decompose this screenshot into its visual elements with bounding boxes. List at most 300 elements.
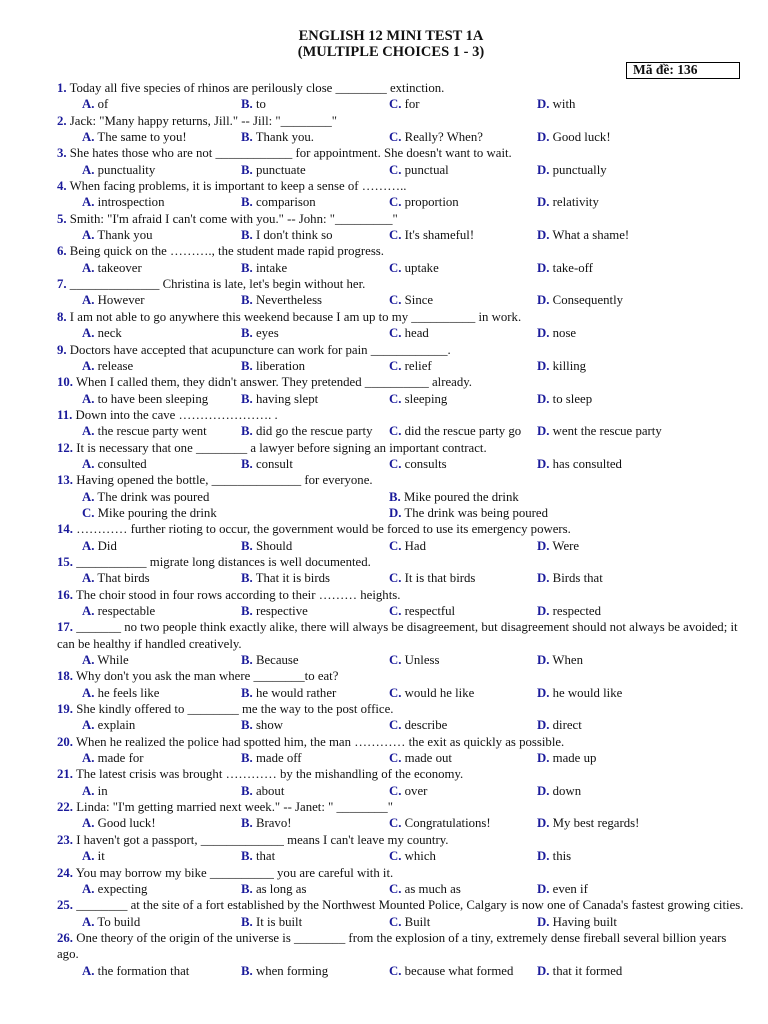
answer-option[interactable] [537,162,607,178]
question-stem [0,178,768,194]
option-text: the formation that [94,963,190,978]
question-stem [0,701,768,717]
answer-option[interactable] [389,848,436,864]
question-item [0,113,768,146]
option-letter: D. [537,718,550,733]
answer-option[interactable] [537,96,575,112]
answer-option[interactable] [241,603,308,619]
answer-option[interactable] [389,162,449,178]
question-stem [0,342,768,358]
option-letter: D. [537,326,550,341]
answer-options [0,963,768,979]
option-letter: D. [537,653,550,668]
answer-option[interactable] [241,538,292,554]
option-letter: D. [537,849,550,864]
answer-option[interactable] [389,815,491,831]
option-text: Nevertheless [252,293,323,308]
option-text: this [549,849,572,864]
answer-option[interactable] [241,423,373,439]
answer-option[interactable] [537,783,581,799]
option-letter: B. [241,881,253,896]
option-text: he feels like [94,685,160,700]
option-text: that [252,849,276,864]
question-text: ___________ migrate long distances is well documented. [73,554,371,569]
question-item [0,619,768,668]
answer-option[interactable] [389,914,430,930]
answer-option[interactable] [241,391,318,407]
option-letter: B. [241,293,253,308]
answer-option[interactable] [389,652,440,668]
page-header [0,28,768,60]
option-letter: C. [389,456,402,471]
option-letter: B. [241,326,253,341]
option-text: punctual [401,162,449,177]
question-item [0,440,768,473]
answer-option[interactable] [537,391,592,407]
option-letter: C. [389,538,402,553]
answer-option[interactable] [241,914,302,930]
option-letter: B. [241,456,253,471]
option-text: relief [401,358,432,373]
answer-option[interactable] [389,96,420,112]
question-item [0,374,768,407]
answer-option[interactable] [537,848,571,864]
answer-option[interactable] [241,325,279,341]
answer-options [0,914,768,930]
answer-option[interactable] [389,456,447,472]
answer-option[interactable] [82,260,142,276]
answer-option[interactable] [537,456,622,472]
question-text: ________ at the site of a fort established by the Northwest Mounted Police, Calgary is now one of Canada's fastest growing cities. [73,898,744,913]
answer-options [0,227,768,243]
option-letter: D. [537,358,550,373]
option-letter: A. [82,604,95,618]
option-letter: D. [537,816,550,831]
option-letter: A. [82,228,95,243]
answer-option[interactable] [82,227,153,243]
answer-option[interactable] [389,129,483,145]
answer-option[interactable] [82,129,187,145]
option-letter: A. [82,816,95,831]
question-number: 20. [57,734,73,749]
answer-option[interactable] [82,162,155,178]
option-text: would he like [401,685,475,700]
answer-option[interactable] [537,423,662,439]
answer-option[interactable] [537,717,582,733]
answer-options [0,489,768,522]
answer-option[interactable] [537,652,583,668]
answer-option[interactable] [537,260,593,276]
option-letter: A. [82,293,95,308]
question-stem [0,80,768,96]
option-letter: B. [241,195,253,210]
question-number: 19. [57,702,73,717]
option-letter: A. [82,718,95,733]
question-number: 14. [57,522,73,537]
answer-option[interactable] [389,292,433,308]
option-text: take-off [549,260,593,275]
answer-option[interactable] [82,96,108,112]
option-letter: A. [82,260,95,275]
option-text: uptake [401,260,439,275]
answer-option[interactable] [389,783,427,799]
answer-options [0,260,768,276]
question-stem [0,554,768,570]
answer-option[interactable] [241,685,336,701]
option-letter: C. [389,816,402,831]
question-stem [0,832,768,848]
answer-options [0,358,768,374]
question-number: 23. [57,832,73,847]
question-text: Having opened the bottle, ______________ for everyone. [73,473,373,488]
option-text: with [549,97,576,112]
answer-option[interactable] [82,881,147,897]
option-text: However [94,293,145,308]
option-text: explain [94,718,136,733]
answer-option[interactable] [389,423,521,439]
answer-options [0,881,768,897]
option-text: What a shame! [549,228,630,243]
answer-option[interactable] [537,358,586,374]
option-text: That birds [94,571,150,586]
option-letter: C. [82,505,95,520]
answer-option[interactable] [241,456,293,472]
question-text: She hates those who are not ____________ for appointment. She doesn't want to wait. [66,146,512,161]
option-letter: D. [537,424,550,439]
question-text: Why don't you ask the man where ________to eat? [73,669,339,684]
option-letter: D. [537,391,550,406]
answer-option[interactable] [537,750,596,766]
question-number: 18. [57,669,73,684]
answer-option[interactable] [82,914,140,930]
option-letter: A. [82,571,95,586]
option-text: down [549,783,582,798]
question-text: Smith: "I'm afraid I can't come with you." -- John: "_________" [66,211,398,226]
question-number: 24. [57,865,73,880]
option-text: he would like [549,685,623,700]
question-item [0,930,768,979]
option-text: over [401,783,428,798]
question-item [0,342,768,375]
option-letter: A. [82,783,95,798]
option-letter: D. [537,195,550,210]
option-letter: C. [389,130,402,145]
option-letter: D. [537,751,550,766]
answer-option[interactable] [389,881,461,897]
answer-option[interactable] [389,717,447,733]
option-text: respectable [94,604,156,618]
question-text: Jack: "Many happy returns, Jill." -- Jill: "________" [66,113,338,128]
option-text: because what formed [401,963,514,978]
answer-option[interactable] [537,603,601,619]
answer-option[interactable] [537,963,622,979]
answer-option[interactable] [389,685,474,701]
question-number: 9. [57,342,67,357]
question-stem [0,619,768,652]
answer-option[interactable] [537,325,576,341]
option-text: Did [94,538,117,553]
answer-option[interactable] [82,652,129,668]
answer-option[interactable] [241,358,305,374]
answer-option[interactable] [82,292,145,308]
question-number: 25. [57,898,73,913]
question-number: 12. [57,440,73,455]
question-text: I am not able to go anywhere this weekend because I am up to my __________ in work. [66,309,522,324]
option-letter: D. [537,685,550,700]
option-letter: B. [241,162,253,177]
option-letter: D. [537,881,550,896]
answer-option[interactable] [241,162,306,178]
answer-option[interactable] [241,881,306,897]
option-letter: C. [389,783,402,798]
answer-option[interactable] [537,685,622,701]
answer-option[interactable] [241,96,266,112]
question-text: One theory of the origin of the universe is ________ from the explosion of a tiny, extremely dense fireball several billion years ago. [57,930,727,962]
option-letter: C. [389,881,402,896]
answer-option[interactable] [537,292,623,308]
answer-option[interactable] [82,685,159,701]
option-letter: C. [389,358,402,373]
answer-option[interactable] [241,194,316,210]
answer-option[interactable] [389,963,513,979]
answer-option[interactable] [389,391,447,407]
answer-option[interactable] [241,717,283,733]
question-stem [0,374,768,390]
answer-option[interactable] [389,358,432,374]
option-letter: B. [241,260,253,275]
question-text: You may borrow my bike __________ you are careful with it. [73,865,394,880]
option-letter: B. [241,604,253,618]
option-text: takeover [94,260,142,275]
answer-option[interactable] [241,815,291,831]
answer-option[interactable] [82,391,208,407]
option-text: Congratulations! [401,816,491,831]
option-letter: D. [537,228,550,243]
option-text: To build [94,914,141,929]
option-text: Had [401,538,426,553]
question-item [0,734,768,767]
answer-option[interactable] [82,603,155,619]
option-text: of [94,97,109,112]
answer-option[interactable] [389,227,474,243]
answer-option[interactable] [241,260,287,276]
option-text: as much as [401,881,461,896]
option-text: it [94,849,105,864]
answer-options [0,848,768,864]
answer-option[interactable] [241,963,328,979]
question-text: Down into the cave …………………. . [72,407,278,422]
question-item [0,668,768,701]
question-text: ………… further rioting to occur, the government would be forced to use its emergency powers. [73,522,571,537]
option-text: introspection [94,195,165,210]
option-text: Were [549,538,580,553]
answer-option[interactable] [537,538,579,554]
answer-options [0,783,768,799]
document-subtitle: (MULTIPLE CHOICES 1 - 3) [297,44,485,60]
option-text: Good luck! [94,816,156,831]
answer-options [0,570,768,586]
question-item [0,897,768,930]
option-letter: D. [537,783,550,798]
answer-option[interactable] [82,423,207,439]
question-number: 8. [57,309,67,324]
option-letter: C. [389,162,402,177]
answer-option[interactable] [82,194,164,210]
answer-option[interactable] [82,538,117,554]
question-item [0,766,768,799]
option-letter: C. [389,718,402,733]
option-letter: D. [389,505,402,520]
option-text: Thank you. [252,130,315,145]
option-text: for [401,97,420,112]
question-stem [0,440,768,456]
question-number: 26. [57,930,73,945]
answer-option[interactable] [82,505,217,521]
question-item [0,554,768,587]
option-letter: B. [241,97,253,112]
answer-option[interactable] [241,292,322,308]
option-letter: D. [537,571,550,586]
option-letter: C. [389,195,402,210]
answer-option[interactable] [537,129,611,145]
answer-option[interactable] [82,848,105,864]
answer-option[interactable] [241,783,284,799]
option-text: has consulted [549,456,622,471]
question-text: Linda: "I'm getting married next week." -- Janet: " ________" [73,800,393,815]
answer-option[interactable] [389,750,452,766]
question-stem [0,211,768,227]
option-text: the rescue party went [94,424,207,439]
option-text: Having built [549,914,617,929]
answer-option[interactable] [537,815,639,831]
question-stem [0,407,768,423]
answer-option[interactable] [537,914,617,930]
answer-option[interactable] [82,325,122,341]
option-letter: C. [389,228,402,243]
option-letter: C. [389,97,402,112]
option-text: to sleep [549,391,593,406]
option-letter: A. [82,538,95,553]
question-item [0,521,768,554]
answer-option[interactable] [537,570,603,586]
answer-option[interactable] [82,489,209,505]
question-stem [0,472,768,488]
answer-option[interactable] [82,717,135,733]
option-text: made off [252,751,302,766]
question-stem [0,734,768,750]
answer-option[interactable] [537,194,599,210]
answer-option[interactable] [389,194,459,210]
option-text: The drink was being poured [401,505,548,520]
answer-option[interactable] [82,783,108,799]
option-letter: C. [389,653,402,668]
option-text: Mike pouring the drink [94,505,217,520]
option-letter: B. [241,751,253,766]
option-letter: D. [537,963,550,978]
answer-option[interactable] [241,652,299,668]
option-letter: A. [82,963,95,978]
option-letter: B. [241,130,253,145]
option-text: That it is birds [252,571,331,586]
answer-option[interactable] [389,505,548,521]
question-stem [0,145,768,161]
question-item [0,799,768,832]
question-stem [0,521,768,537]
option-letter: C. [389,293,402,308]
option-letter: D. [537,260,550,275]
option-text: Built [401,914,431,929]
question-number: 11. [57,407,73,422]
answer-option[interactable] [389,570,475,586]
option-text: even if [549,881,588,896]
answer-options [0,652,768,668]
question-number: 4. [57,179,67,194]
answer-option[interactable] [241,570,330,586]
option-text: Bravo! [252,816,292,831]
question-number: 2. [57,113,67,128]
answer-option[interactable] [389,489,519,505]
question-stem [0,276,768,292]
option-text: I don't think so [252,228,333,243]
question-text: When facing problems, it is important to keep a sense of ……….. [66,179,407,194]
option-text: direct [549,718,582,733]
answer-option[interactable] [537,227,629,243]
option-text: Mike poured the drink [400,489,519,504]
option-text: made for [94,751,144,766]
option-letter: C. [389,391,402,406]
question-text: The latest crisis was brought ………… by the mishandling of the economy. [73,767,464,782]
option-letter: D. [537,914,550,929]
option-text: respected [549,604,601,618]
question-item [0,701,768,734]
answer-options [0,603,768,619]
answer-option[interactable] [82,750,144,766]
option-text: relativity [549,195,599,210]
question-text: Being quick on the ………., the student made rapid progress. [66,244,384,259]
option-text: Birds that [549,571,603,586]
question-text: The choir stood in four rows according to their ……… heights. [73,587,401,602]
question-item [0,472,768,521]
answer-option[interactable] [82,358,133,374]
answer-option[interactable] [241,129,314,145]
option-text: Unless [401,653,440,668]
answer-options [0,423,768,439]
option-text: head [401,326,429,341]
answer-option[interactable] [389,260,439,276]
option-text: Good luck! [549,130,611,145]
question-item [0,309,768,342]
question-text: _______ no two people think exactly alike, there will always be disagreement, but disagreement should not always be avoided; it can be healthy if handled creatively. [57,620,738,651]
answer-option[interactable] [241,227,333,243]
answer-option[interactable] [82,815,156,831]
option-text: consults [401,456,447,471]
answer-options [0,194,768,210]
answer-option[interactable] [82,570,150,586]
option-letter: D. [537,130,550,145]
answer-option[interactable] [241,848,275,864]
answer-option[interactable] [537,881,588,897]
answer-option[interactable] [82,963,189,979]
answer-option[interactable] [389,325,429,341]
answer-option[interactable] [389,603,455,619]
answer-option[interactable] [389,538,426,554]
option-text: respectful [401,604,456,618]
answer-option[interactable] [241,750,302,766]
question-number: 1. [57,81,67,95]
option-text: Should [252,538,293,553]
option-text: describe [401,718,448,733]
answer-option[interactable] [82,456,147,472]
